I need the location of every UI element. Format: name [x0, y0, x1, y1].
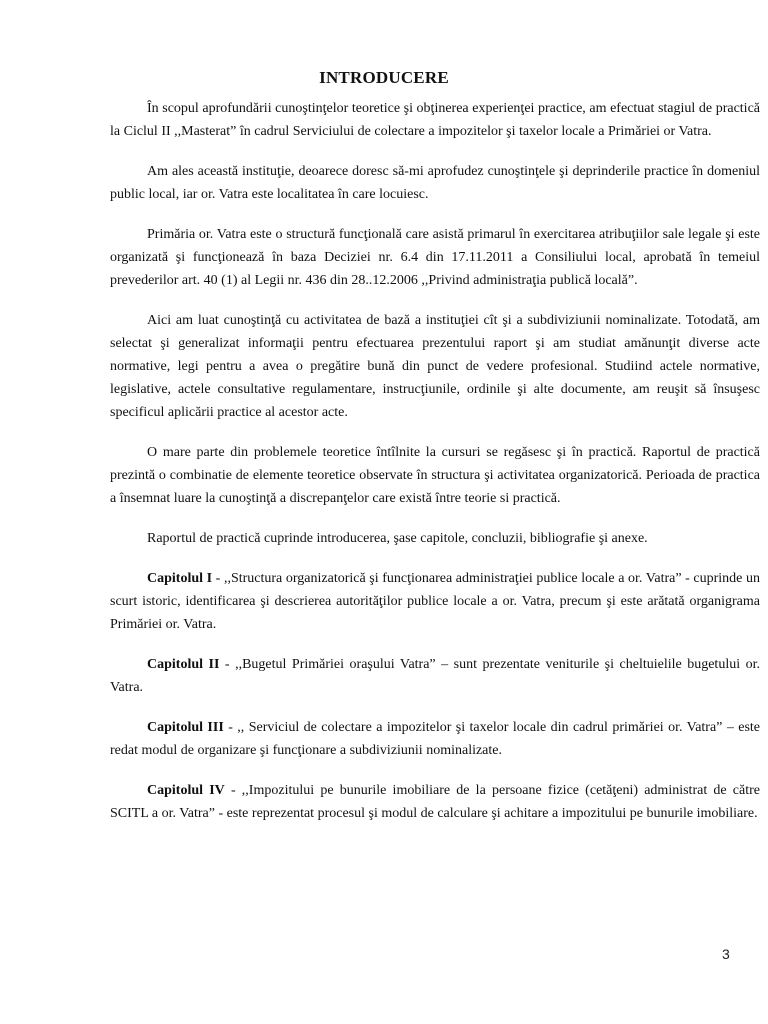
chapter-description: - ,, Serviciul de colectare a impozitelor şi taxelor locale din cadrul primăriei or. Vatra” – este redat modul de organizare şi funcţionare a subdiviziunii nominalizate.: [110, 720, 760, 758]
paragraph-text: În scopul aprofundării cunoştinţelor teoretice şi obţinerea experienţei practice, am efectuat stagiul de practică la Ciclul II ,,Masterat” în cadrul Serviciului de colectare a impozitelor şi taxelor locale a Primăriei or Vatra.: [110, 101, 760, 139]
chapter-label: Capitolul III: [147, 720, 224, 735]
paragraph-text: Primăria or. Vatra este o structură funcţională care asistă primarul în exercitarea atribuţiilor sale legale şi este organizată şi funcţionează în baza Deciziei nr. 6.4 din 17.11.2011 a Consiliului local, aprobată în temeiul prevederilor art. 40 (1) al Legii nr. 436 din 28..12.2006 ,,Privind administraţia publică locală”.: [110, 227, 760, 288]
paragraph-text: Raportul de practică cuprinde introducerea, şase capitole, concluzii, bibliografie şi anexe.: [147, 531, 648, 546]
paragraph-activity: [110, 309, 760, 424]
paragraph-text: Am ales această instituţie, deoarece doresc să-mi aprofudez cunoştinţele şi deprinderile practice în domeniul public local, iar or. Vatra este localitatea în care locuiesc.: [110, 164, 760, 202]
paragraph-chapter-3: [110, 716, 760, 762]
chapter-description: - ,,Bugetul Primăriei oraşului Vatra” – sunt prezentate veniturile şi cheltuielile bugetului or. Vatra.: [110, 657, 760, 695]
paragraph-theory-practice: [110, 441, 760, 510]
page-number: 3: [722, 946, 730, 962]
chapter-label: Capitolul I: [147, 571, 213, 586]
paragraph-report-structure: [110, 527, 760, 550]
paragraph-intro-purpose: [110, 97, 760, 143]
chapter-label: Capitolul IV: [147, 783, 225, 798]
paragraph-chapter-2: [110, 653, 760, 699]
paragraph-text: O mare parte din problemele teoretice întîlnite la cursuri se regăsesc şi în practică. Raportul de practică prezintă o combinatie de elemente teoretice observate în structura şi activitatea organizatorică. Perioada de practica a însemnat luare la cunoştinţă a discrepanţelor care există între teorie si practică.: [110, 445, 760, 506]
chapter-description: - ,,Impozitului pe bunurile imobiliare de la persoane fizice (cetăţeni) administrat de către SCITL a or. Vatra” - este reprezentat procesul şi modul de calculare şi achitare a impozitului pe bunurile imobiliare.: [110, 783, 760, 821]
paragraph-chapter-1: [110, 567, 760, 636]
paragraph-text: Aici am luat cunoştinţă cu activitatea de bază a instituţiei cît şi a subdiviziunii nominalizate. Totodată, am selectat şi generalizat informaţii pentru efectuarea prezentului raport şi am studiat amănunţit diverse acte normative, legi pentru a avea o pregătire bună din punct de vedere profesional. Studiind actele normative, legislative, actele consultative regulamentare, instrucţiunile, ordinile şi alte documente, am reuşit să însuşesc specificul aplicării practice al acestor acte.: [110, 313, 760, 420]
paragraph-primaria-structure: [110, 223, 760, 292]
page-title: INTRODUCERE: [319, 68, 449, 87]
paragraph-chapter-4: [110, 779, 760, 825]
chapter-label: Capitolul II: [147, 657, 220, 672]
chapter-description: - ,,Structura organizatorică şi funcţionarea administraţiei publice locale a or. Vatra” - cuprinde un scurt istoric, identificarea şi descrierea autorităţilor publice locale a or. Vatra, precum şi este arătată organigrama Primăriei or. Vatra.: [110, 571, 761, 632]
paragraph-institution-choice: [110, 160, 760, 206]
document-body: [110, 97, 760, 842]
